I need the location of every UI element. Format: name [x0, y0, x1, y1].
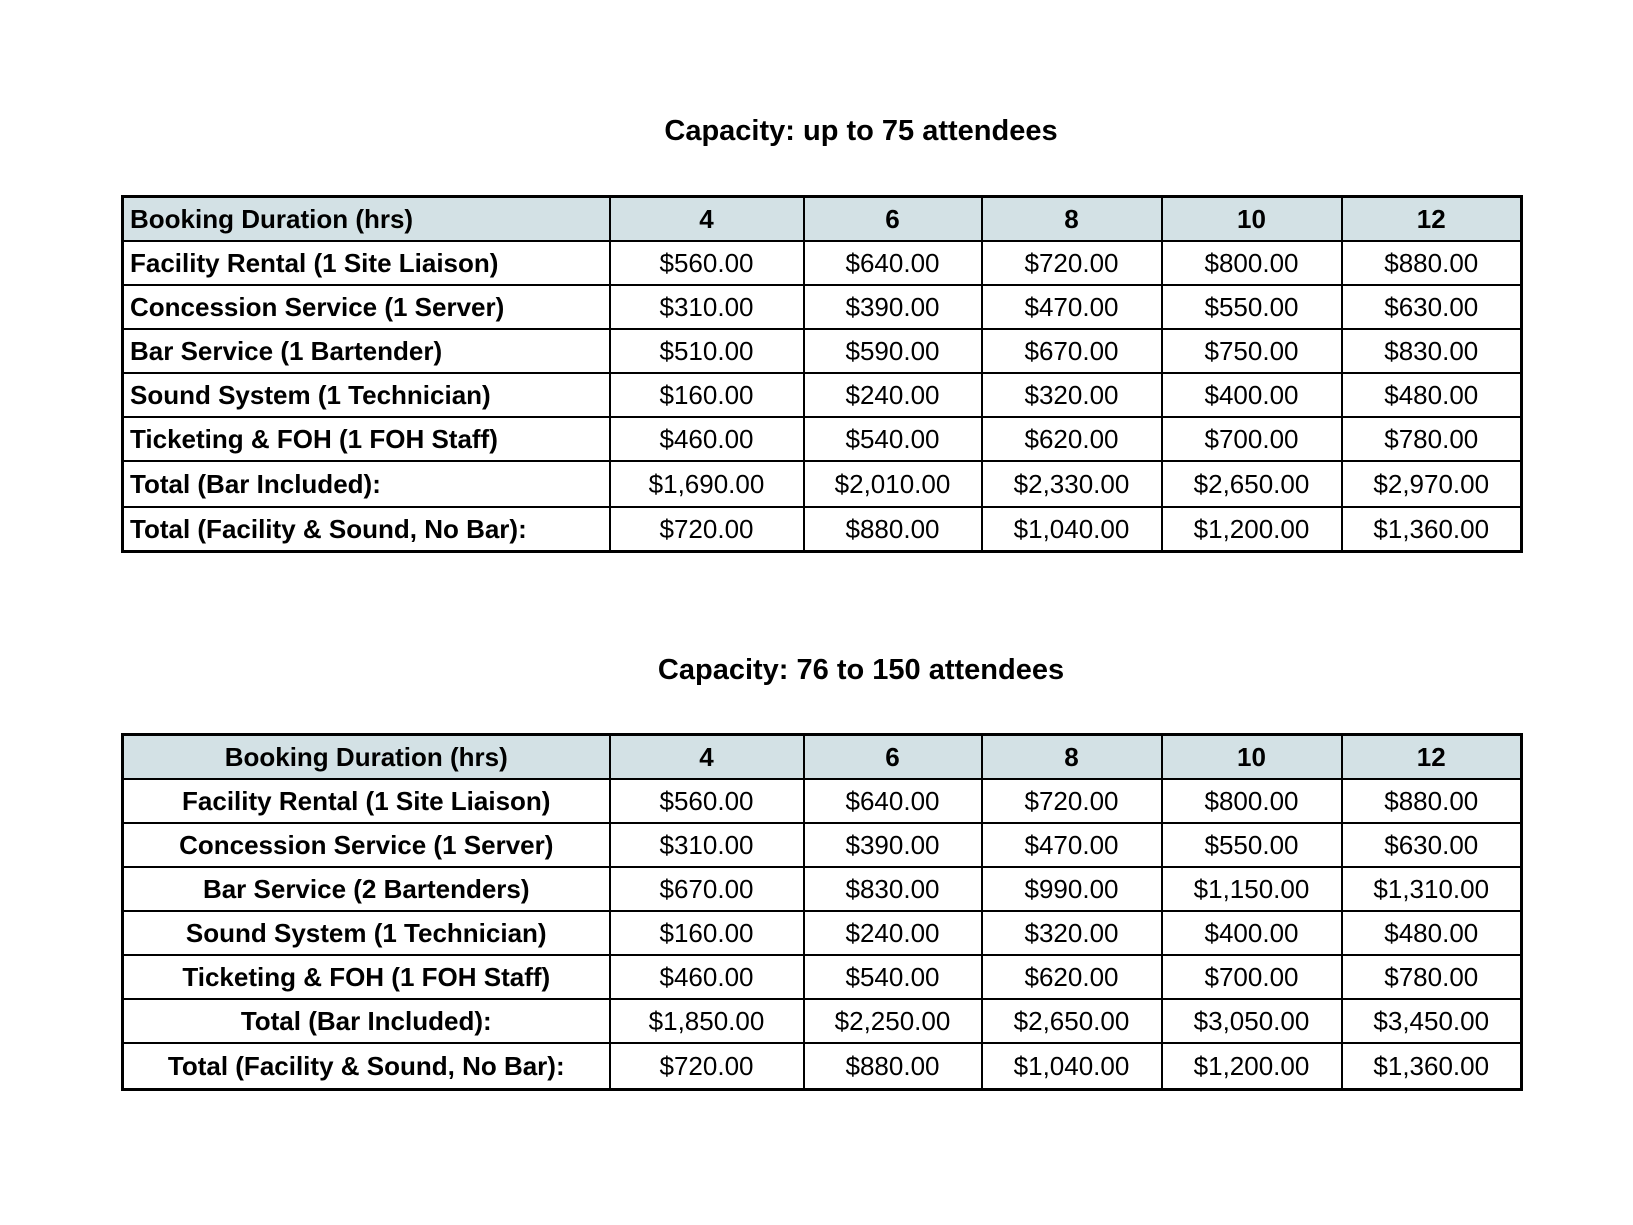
- row-label: Total (Bar Included):: [123, 461, 610, 507]
- total-row: [123, 507, 1522, 552]
- row-label: Concession Service (1 Server): [123, 823, 610, 867]
- price-cell: $320.00: [982, 911, 1162, 955]
- price-cell: $830.00: [804, 867, 982, 911]
- table-row: [123, 417, 1522, 461]
- total-cell: $1,850.00: [610, 999, 804, 1043]
- row-label: Sound System (1 Technician): [123, 911, 610, 955]
- total-cell: $880.00: [804, 507, 982, 552]
- total-cell: $2,650.00: [982, 999, 1162, 1043]
- header-hours-4: 4: [610, 197, 804, 242]
- total-cell: $1,200.00: [1162, 1043, 1342, 1090]
- table-row: [123, 329, 1522, 373]
- price-cell: $550.00: [1162, 285, 1342, 329]
- total-cell: $720.00: [610, 507, 804, 552]
- row-label: Facility Rental (1 Site Liaison): [123, 241, 610, 285]
- header-hours-6: 6: [804, 197, 982, 242]
- total-cell: $2,250.00: [804, 999, 982, 1043]
- total-cell: $1,040.00: [982, 507, 1162, 552]
- price-cell: $540.00: [804, 417, 982, 461]
- table-row: [123, 955, 1522, 999]
- total-cell: $3,450.00: [1342, 999, 1522, 1043]
- price-cell: $630.00: [1342, 823, 1522, 867]
- total-row: [123, 461, 1522, 507]
- price-cell: $640.00: [804, 779, 982, 823]
- header-hours-4: 4: [610, 735, 804, 780]
- price-cell: $560.00: [610, 241, 804, 285]
- price-cell: $590.00: [804, 329, 982, 373]
- section-title-up-to-75: Capacity: up to 75 attendees: [664, 115, 1058, 147]
- header-hours-12: 12: [1342, 197, 1522, 242]
- price-cell: $780.00: [1342, 955, 1522, 999]
- price-cell: $630.00: [1342, 285, 1522, 329]
- price-cell: $550.00: [1162, 823, 1342, 867]
- header-duration-label: Booking Duration (hrs): [123, 735, 610, 780]
- price-cell: $470.00: [982, 285, 1162, 329]
- row-label: Sound System (1 Technician): [123, 373, 610, 417]
- row-label: Bar Service (2 Bartenders): [123, 867, 610, 911]
- price-cell: $240.00: [804, 911, 982, 955]
- total-row: [123, 1043, 1522, 1090]
- price-cell: $160.00: [610, 373, 804, 417]
- price-cell: $480.00: [1342, 373, 1522, 417]
- table-row: [123, 867, 1522, 911]
- price-cell: $1,310.00: [1342, 867, 1522, 911]
- price-cell: $400.00: [1162, 373, 1342, 417]
- total-cell: $1,200.00: [1162, 507, 1342, 552]
- header-hours-10: 10: [1162, 735, 1342, 780]
- price-cell: $880.00: [1342, 241, 1522, 285]
- total-cell: $1,690.00: [610, 461, 804, 507]
- price-cell: $720.00: [982, 241, 1162, 285]
- header-hours-10: 10: [1162, 197, 1342, 242]
- row-label: Concession Service (1 Server): [123, 285, 610, 329]
- table-row: [123, 823, 1522, 867]
- total-cell: $2,650.00: [1162, 461, 1342, 507]
- price-cell: $400.00: [1162, 911, 1342, 955]
- row-label: Bar Service (1 Bartender): [123, 329, 610, 373]
- header-hours-6: 6: [804, 735, 982, 780]
- total-cell: $1,360.00: [1342, 507, 1522, 552]
- table-row: [123, 241, 1522, 285]
- total-cell: $2,010.00: [804, 461, 982, 507]
- price-cell: $470.00: [982, 823, 1162, 867]
- price-cell: $310.00: [610, 285, 804, 329]
- total-cell: $1,040.00: [982, 1043, 1162, 1090]
- price-cell: $390.00: [804, 285, 982, 329]
- total-cell: $2,330.00: [982, 461, 1162, 507]
- total-cell: $2,970.00: [1342, 461, 1522, 507]
- section-title-76-to-150: Capacity: 76 to 150 attendees: [657, 654, 1065, 686]
- row-label: Total (Bar Included):: [123, 999, 610, 1043]
- row-label: Total (Facility & Sound, No Bar):: [123, 1043, 610, 1090]
- price-cell: $1,150.00: [1162, 867, 1342, 911]
- price-cell: $510.00: [610, 329, 804, 373]
- header-duration-label: Booking Duration (hrs): [123, 197, 610, 242]
- row-label: Ticketing & FOH (1 FOH Staff): [123, 417, 610, 461]
- price-cell: $310.00: [610, 823, 804, 867]
- price-cell: $540.00: [804, 955, 982, 999]
- total-cell: $880.00: [804, 1043, 982, 1090]
- table-header-row: [123, 197, 1522, 242]
- price-cell: $460.00: [610, 955, 804, 999]
- table-row: [123, 911, 1522, 955]
- price-cell: $800.00: [1162, 241, 1342, 285]
- total-cell: $720.00: [610, 1043, 804, 1090]
- total-cell: $1,360.00: [1342, 1043, 1522, 1090]
- price-cell: $700.00: [1162, 955, 1342, 999]
- price-cell: $830.00: [1342, 329, 1522, 373]
- price-cell: $620.00: [982, 417, 1162, 461]
- price-cell: $990.00: [982, 867, 1162, 911]
- price-cell: $670.00: [610, 867, 804, 911]
- price-cell: $880.00: [1342, 779, 1522, 823]
- table-row: [123, 373, 1522, 417]
- table-row: [123, 779, 1522, 823]
- row-label: Ticketing & FOH (1 FOH Staff): [123, 955, 610, 999]
- price-cell: $670.00: [982, 329, 1162, 373]
- total-row: [123, 999, 1522, 1043]
- rate-table-up-to-75: [121, 195, 1523, 553]
- price-cell: $750.00: [1162, 329, 1342, 373]
- price-cell: $460.00: [610, 417, 804, 461]
- price-cell: $390.00: [804, 823, 982, 867]
- price-cell: $800.00: [1162, 779, 1342, 823]
- price-cell: $480.00: [1342, 911, 1522, 955]
- price-cell: $240.00: [804, 373, 982, 417]
- header-hours-8: 8: [982, 197, 1162, 242]
- table-header-row: [123, 735, 1522, 780]
- price-cell: $640.00: [804, 241, 982, 285]
- price-cell: $720.00: [982, 779, 1162, 823]
- price-cell: $620.00: [982, 955, 1162, 999]
- header-hours-12: 12: [1342, 735, 1522, 780]
- total-cell: $3,050.00: [1162, 999, 1342, 1043]
- price-cell: $320.00: [982, 373, 1162, 417]
- price-cell: $160.00: [610, 911, 804, 955]
- row-label: Total (Facility & Sound, No Bar):: [123, 507, 610, 552]
- rate-table-76-to-150: [121, 733, 1523, 1091]
- price-cell: $560.00: [610, 779, 804, 823]
- table-row: [123, 285, 1522, 329]
- header-hours-8: 8: [982, 735, 1162, 780]
- price-cell: $700.00: [1162, 417, 1342, 461]
- row-label: Facility Rental (1 Site Liaison): [123, 779, 610, 823]
- price-cell: $780.00: [1342, 417, 1522, 461]
